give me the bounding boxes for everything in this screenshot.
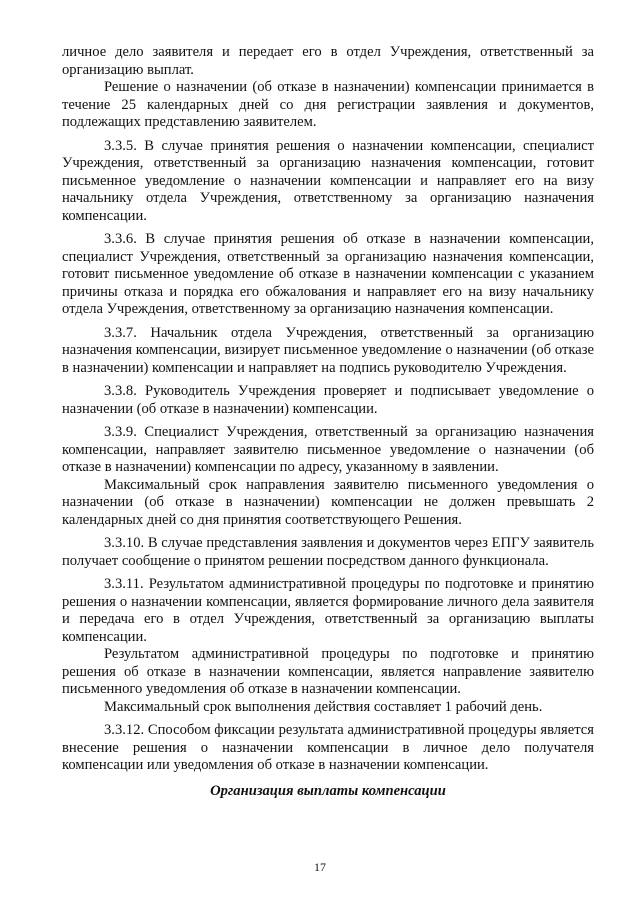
paragraph-max-notice-term: Максимальный срок направления заявителю письменного уведомления о назначении (об отказе в назначении) компенсации не должен превышать 2 календарных дней со дня принятия соответствующего Решения. [62, 476, 594, 528]
document-page [62, 44, 594, 800]
paragraph-3-3-7: 3.3.7. Начальник отдела Учреждения, ответственный за организацию назначения компенсации, визирует письменное уведомление о назначении (об отказе в назначении) компенсации и направляет на подпись руководителю Учреждения. [62, 324, 594, 376]
paragraph-3-3-8: 3.3.8. Руководитель Учреждения проверяет и подписывает уведомление о назначении (об отказе в назначении) компенсации. [62, 383, 594, 417]
paragraph-3-3-5: 3.3.5. В случае принятия решения о назначении компенсации, специалист Учреждения, ответственный за организацию назначения компенсации, готовит письменное уведомление о назначении компенсации и направляет его на визу начальнику отдела Учреждения, ответственному за организацию назначения компенсации. [62, 137, 594, 224]
paragraph-continuation: личное дело заявителя и передает его в отдел Учреждения, ответственный за организацию выплат. [62, 44, 594, 78]
paragraph-decision-term: Решение о назначении (об отказе в назначении) компенсации принимается в течение 25 календарных дней со дня регистрации заявления и документов, подлежащих представлению заявителем. [62, 79, 594, 130]
section-heading: Организация выплаты компенсации [210, 782, 446, 799]
paragraph-3-3-12: 3.3.12. Способом фиксации результата административной процедуры является внесение решения о назначении компенсации в личное дело получателя компенсации или уведомления об отказе в назначении компенсации. [62, 722, 594, 773]
paragraph-max-action-term: Максимальный срок выполнения действия составляет 1 рабочий день. [104, 698, 543, 715]
paragraph-3-3-9: 3.3.9. Специалист Учреждения, ответственный за организацию назначения компенсации, направляет заявителю письменное уведомление о назначении (об отказе в назначении) компенсации по адресу, указанному в заявлении. [62, 424, 594, 475]
page-number: 17 [314, 860, 326, 874]
paragraph-3-3-10: 3.3.10. В случае представления заявления и документов через ЕПГУ заявитель получает сообщение о принятом решении посредством данного функционала. [62, 535, 594, 569]
paragraph-refusal-result: Результатом административной процедуры по подготовке и принятию решения об отказе в назначении компенсации, является направление заявителю письменного уведомления об отказе в назначении компенсации. [62, 646, 594, 697]
paragraph-3-3-11: 3.3.11. Результатом административной процедуры по подготовке и принятию решения о назначении компенсации, является формирование личного дела заявителя и передача его в отдел Учреждения, ответственный за организацию выплаты компенсации. [62, 576, 594, 645]
paragraph-3-3-6: 3.3.6. В случае принятия решения об отказе в назначении компенсации, специалист Учреждения, ответственный за организацию назначения компенсации, готовит письменное уведомление об отказе в назначении компенсации с указанием причины отказа и порядка его обжалования и направляет его на визу начальнику отдела Учреждения, ответственному за организацию назначения компенсации. [62, 231, 594, 317]
